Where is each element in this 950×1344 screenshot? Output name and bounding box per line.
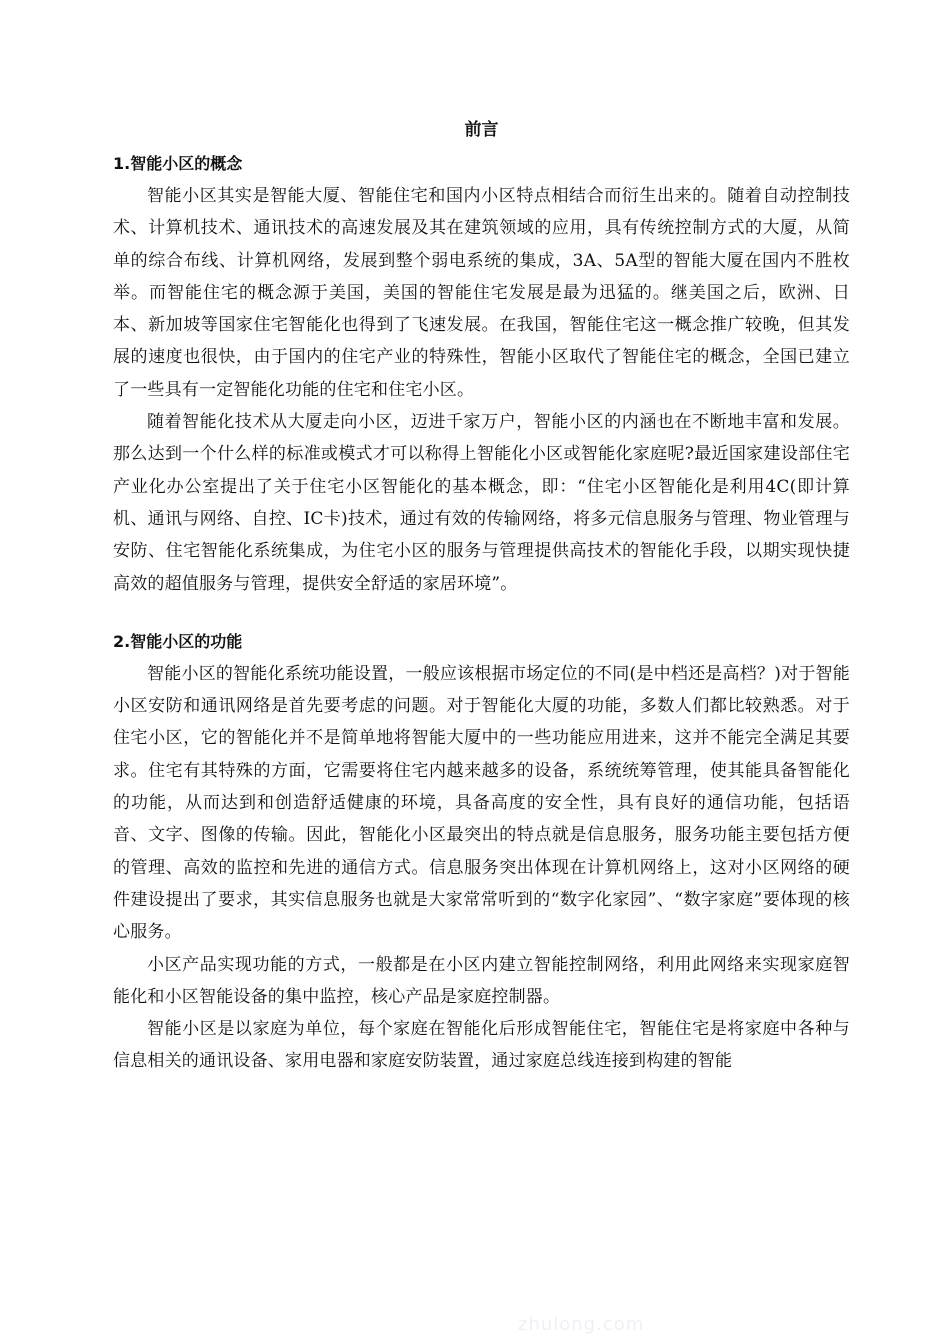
watermark: zhulong.com bbox=[518, 1314, 645, 1335]
paragraph: 智能小区的智能化系统功能设置，一般应该根据市场定位的不同(是中档还是高档？)对于智能小区安防和通讯网络是首先要考虑的问题。对于智能化大厦的功能，多数人们都比较熟悉。对于住宅小区，它的智能化并不是简单地将智能大厦中的一些功能应用进来，这并不能完全满足其要求。住宅有其特殊的方面，它需要将住宅内越来越多的设备，系统统筹管理，使其能具备智能化的功能，从而达到和创造舒适健康的环境，具备高度的安全性，具有良好的通信功能，包括语音、文字、图像的传输。因此，智能化小区最突出的特点就是信息服务，服务功能主要包括方便的管理、高效的监控和先进的通信方式。信息服务突出体现在计算机网络上，这对小区网络的硬件建设提出了要求，其实信息服务也就是大家常常听到的“数字化家园”、“数字家庭”要体现的核心服务。 bbox=[113, 663, 850, 943]
section-heading-functions: 2.智能小区的功能 bbox=[113, 631, 243, 651]
section-spacer bbox=[113, 600, 850, 626]
document-page bbox=[113, 112, 850, 1078]
paragraph: 随着智能化技术从大厦走向小区，迈进千家万户，智能小区的内涵也在不断地丰富和发展。那么达到一个什么样的标准或模式才可以称得上智能化小区或智能化家庭呢?最近国家建设部住宅产业化办公室提出了关于住宅小区智能化的基本概念，即：“住宅小区智能化是利用4C(即计算机、通讯与网络、自控、IC卡)技术，通过有效的传输网络，将多元信息服务与管理、物业管理与安防、住宅智能化系统集成，为住宅小区的服务与管理提供高技术的智能化手段，以期实现快捷高效的超值服务与管理，提供安全舒适的家居环境”。 bbox=[113, 412, 850, 594]
paragraph: 小区产品实现功能的方式，一般都是在小区内建立智能控制网络，利用此网络来实现家庭智能化和小区智能设备的集中监控，核心产品是家庭控制器。 bbox=[113, 954, 850, 1007]
section-concept bbox=[113, 148, 850, 600]
section-heading-concept: 1.智能小区的概念 bbox=[113, 154, 243, 173]
document-title: 前言 bbox=[464, 120, 499, 140]
section-functions bbox=[113, 626, 850, 1078]
paragraph: 智能小区其实是智能大厦、智能住宅和国内小区特点相结合而衍生出来的。随着自动控制技术、计算机技术、通讯技术的高速发展及其在建筑领域的应用，具有传统控制方式的大厦，从简单的综合布线、计算机网络，发展到整个弱电系统的集成，3A、5A型的智能大厦在国内不胜枚举。而智能住宅的概念源于美国，美国的智能住宅发展是最为迅猛的。继美国之后，欧洲、日本、新加坡等国家住宅智能化也得到了飞速发展。在我国，智能住宅这一概念推广较晚，但其发展的速度也很快，由于国内的住宅产业的特殊性，智能小区取代了智能住宅的概念，全国已建立了一些具有一定智能化功能的住宅和住宅小区。 bbox=[113, 186, 850, 400]
paragraph: 智能小区是以家庭为单位，每个家庭在智能化后形成智能住宅，智能住宅是将家庭中各种与信息相关的通讯设备、家用电器和家庭安防装置，通过家庭总线连接到构建的智能 bbox=[113, 1019, 850, 1072]
